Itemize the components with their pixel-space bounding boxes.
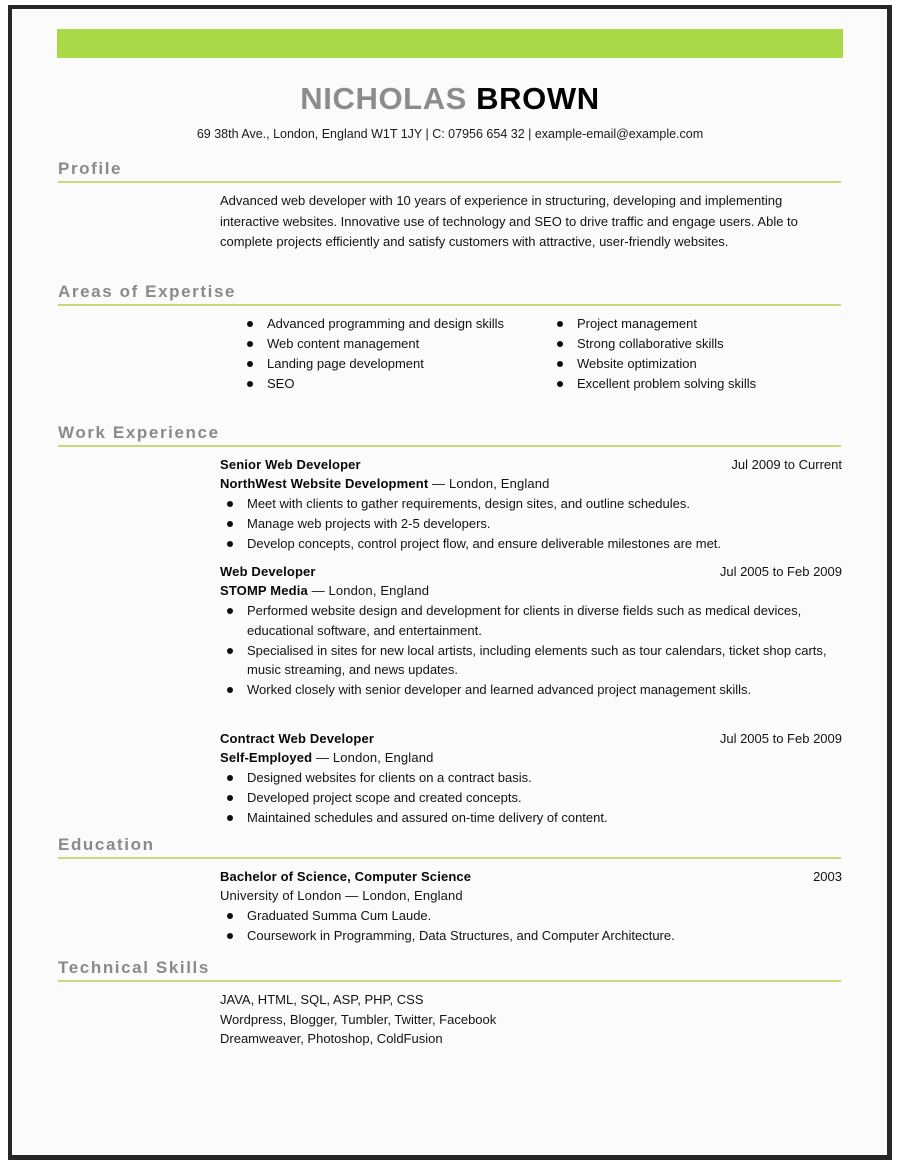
section-title-technical-skills: Technical Skills — [58, 958, 210, 977]
page-title — [57, 80, 843, 118]
job-bullet-list — [220, 494, 842, 554]
job-organization — [220, 581, 842, 601]
job-organization — [220, 474, 842, 494]
list-item: Landing page development — [240, 354, 530, 374]
skills-line: JAVA, HTML, SQL, ASP, PHP, CSS — [220, 992, 424, 1007]
list-item: Project management — [550, 314, 850, 334]
list-item: Maintained schedules and assured on-time delivery of content. — [220, 808, 842, 828]
school-line — [220, 886, 842, 906]
job-bullet-list — [220, 768, 842, 828]
job-entry — [220, 729, 842, 828]
job-organization-name: NorthWest Website Development — [220, 476, 429, 491]
list-item: Website optimization — [550, 354, 850, 374]
education-date: 2003 — [813, 869, 842, 884]
school-location: — London, England — [341, 888, 463, 903]
job-header — [220, 729, 842, 748]
education-bullet-list — [220, 906, 842, 946]
expertise-list-right — [550, 314, 850, 394]
accent-bar — [57, 29, 843, 58]
skills-line: Wordpress, Blogger, Tumbler, Twitter, Facebook — [220, 1011, 497, 1027]
section-title-profile: Profile — [58, 159, 123, 178]
job-title: Contract Web Developer — [220, 731, 375, 746]
section-rule-technical-skills — [58, 980, 841, 982]
job-date: Jul 2005 to Feb 2009 — [719, 731, 842, 746]
section-rule-expertise — [58, 304, 841, 306]
list-item: Performed website design and development for clients in diverse fields such as medical devices, educational software, and entertainment. — [220, 601, 842, 640]
job-title: Web Developer — [220, 564, 316, 579]
job-header — [220, 455, 842, 474]
job-organization — [220, 748, 842, 768]
job-organization-location: — London, England — [428, 476, 550, 491]
list-item: Manage web projects with 2-5 developers. — [220, 514, 842, 534]
job-entry — [220, 562, 842, 700]
job-title: Senior Web Developer — [220, 457, 361, 472]
list-item: Strong collaborative skills — [550, 334, 850, 354]
section-title-work-experience: Work Experience — [58, 423, 220, 442]
profile-body: Advanced web developer with 10 years of experience in structuring, developing and implementing interactive websites. Innovative use of technology and SEO to drive traffic and engage users. Able to complete projects efficiently and satisfy customers with attractive, user-friendly websites. — [220, 193, 798, 249]
list-item: Specialised in sites for new local artists, including elements such as tour calendars, ticket shop carts, music streaming, and news updates. — [220, 641, 842, 680]
education-header — [220, 867, 842, 886]
job-entry — [220, 455, 842, 554]
job-bullet-list — [220, 601, 842, 700]
list-item: Web content management — [240, 334, 530, 354]
list-item: Coursework in Programming, Data Structures, and Computer Architecture. — [220, 926, 842, 946]
job-date: Jul 2009 to Current — [731, 457, 842, 472]
list-item: SEO — [240, 374, 530, 394]
list-item: Graduated Summa Cum Laude. — [220, 906, 842, 926]
last-name: BROWN — [476, 81, 600, 116]
section-rule-profile — [58, 181, 841, 183]
list-item: Meet with clients to gather requirements, design sites, and outline schedules. — [220, 494, 842, 514]
job-organization-name: Self-Employed — [220, 750, 313, 765]
section-title-education: Education — [58, 835, 155, 854]
job-date: Jul 2005 to Feb 2009 — [719, 564, 842, 579]
contact-line: 69 38th Ave., London, England W1T 1JY | C: 07956 654 32 | example-email@example.com — [196, 127, 704, 141]
job-header — [220, 562, 842, 581]
section-rule-education — [58, 857, 841, 859]
section-rule-work-experience — [58, 445, 841, 447]
list-item: Worked closely with senior developer and learned advanced project management skills. — [220, 680, 842, 700]
job-organization-name: STOMP Media — [220, 583, 308, 598]
degree-title: Bachelor of Science, Computer Science — [220, 869, 472, 884]
school-name: University of London — [220, 888, 342, 903]
list-item: Designed websites for clients on a contract basis. — [220, 768, 842, 788]
skills-line: Dreamweaver, Photoshop, ColdFusion — [220, 1031, 443, 1046]
list-item: Advanced programming and design skills — [240, 314, 530, 334]
list-item: Developed project scope and created concepts. — [220, 788, 842, 808]
education-entry — [220, 867, 842, 946]
expertise-list-left — [240, 314, 530, 394]
job-organization-location: — London, England — [307, 583, 430, 598]
job-organization-location: — London, England — [312, 750, 434, 765]
list-item: Excellent problem solving skills — [550, 374, 850, 394]
first-name: NICHOLAS — [300, 81, 477, 116]
list-item: Develop concepts, control project flow, and ensure deliverable milestones are met. — [220, 534, 842, 554]
section-title-expertise: Areas of Expertise — [58, 282, 237, 301]
